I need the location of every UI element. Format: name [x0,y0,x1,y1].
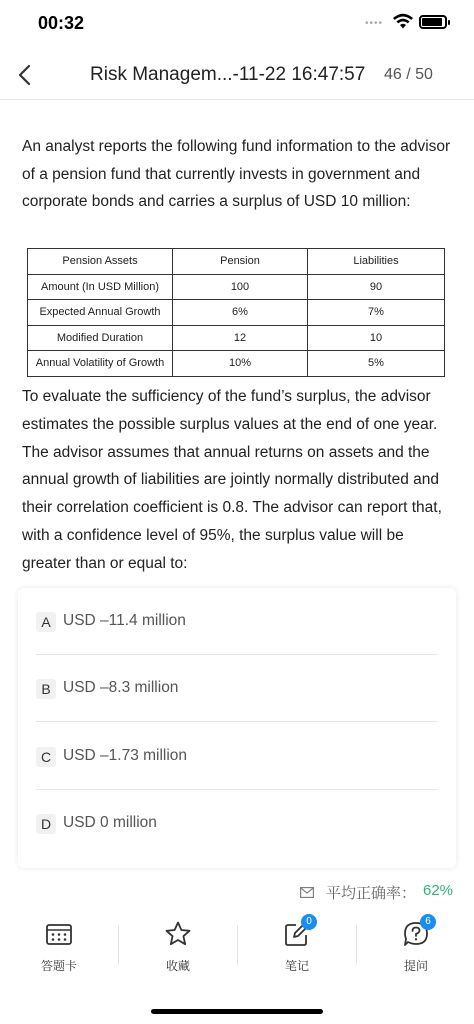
table-cell: 100 [173,274,308,300]
table-header-row [28,249,445,275]
option-letter: A [36,612,56,632]
options-card [18,588,456,868]
tab-label: 提问 [403,959,428,973]
nav-title: Risk Managem...-11-22 16:47:57 [90,64,366,85]
status-time: 00:32 [38,13,85,33]
question-counter: 46 / 50 [384,66,433,83]
option-letter: C [36,747,56,767]
table-row [28,351,445,377]
tab-favorite[interactable] [119,910,237,980]
option-letter: D [36,814,56,834]
fund-info-table [27,248,445,377]
bottom-toolbar [0,910,474,990]
option-text: USD 0 million [63,814,157,831]
divider [36,721,438,722]
table-row [28,325,445,351]
table-header-cell: Pension [173,249,308,275]
tab-label: 收藏 [165,959,190,973]
notes-badge: 0 [301,914,317,930]
accuracy-value: 62% [423,882,454,899]
accuracy-label: 平均正确率： [326,885,417,902]
option-letter: B [36,679,56,699]
table-cell: 10 [308,325,445,351]
tab-label: 答题卡 [40,959,77,973]
option-c[interactable] [36,723,438,790]
option-text: USD –1.73 million [63,747,188,764]
ask-badge: 6 [420,914,436,930]
status-bar [0,0,474,50]
tab-answer-sheet[interactable] [0,910,118,980]
star-icon [164,920,192,948]
home-indicator [151,1009,323,1014]
option-b[interactable] [36,655,438,722]
table-cell: Modified Duration [28,325,173,351]
wifi-icon [392,12,414,30]
table-cell: 90 [308,274,445,300]
table-row [28,300,445,326]
table-header-cell: Liabilities [308,249,445,275]
question-intro: An analyst reports the following fund information to the advisor of a pension fund that currently invests in government and corporate bonds and carries a surplus of USD 10 million: [22,138,451,210]
table-cell: 7% [308,300,445,326]
signal-icon: •••• [365,18,384,29]
question-body: To evaluate the sufficiency of the fund’s surplus, the advisor estimates the possible surplus values at the end of one year. The advisor assumes that annual returns on assets and the annual growth of liabilities are jointly normally distributed and their correlation coefficient is 0.8. The advisor can report that, with a confidence level of 95%, the surplus value will be greater than or equal to: [22,388,442,572]
table-cell: 6% [173,300,308,326]
table-cell: Annual Volatility of Growth [28,351,173,377]
table-row [28,274,445,300]
option-text: USD –11.4 million [63,612,186,629]
option-text: USD –8.3 million [63,679,179,696]
nav-bar [0,50,474,100]
battery-icon [419,15,447,29]
mail-icon [300,887,314,898]
table-cell: Expected Annual Growth [28,300,173,326]
table-cell: 5% [308,351,445,377]
table-cell: 12 [173,325,308,351]
tab-notes[interactable] [238,910,356,980]
tab-ask[interactable] [357,910,474,980]
option-a[interactable] [36,588,438,655]
back-chevron-icon[interactable] [12,58,40,92]
table-cell: 10% [173,351,308,377]
table-header-cell: Pension Assets [28,249,173,275]
option-d[interactable] [36,790,438,857]
table-cell: Amount (In USD Million) [28,274,173,300]
tab-label: 笔记 [284,959,309,973]
answer-sheet-icon [45,920,73,948]
